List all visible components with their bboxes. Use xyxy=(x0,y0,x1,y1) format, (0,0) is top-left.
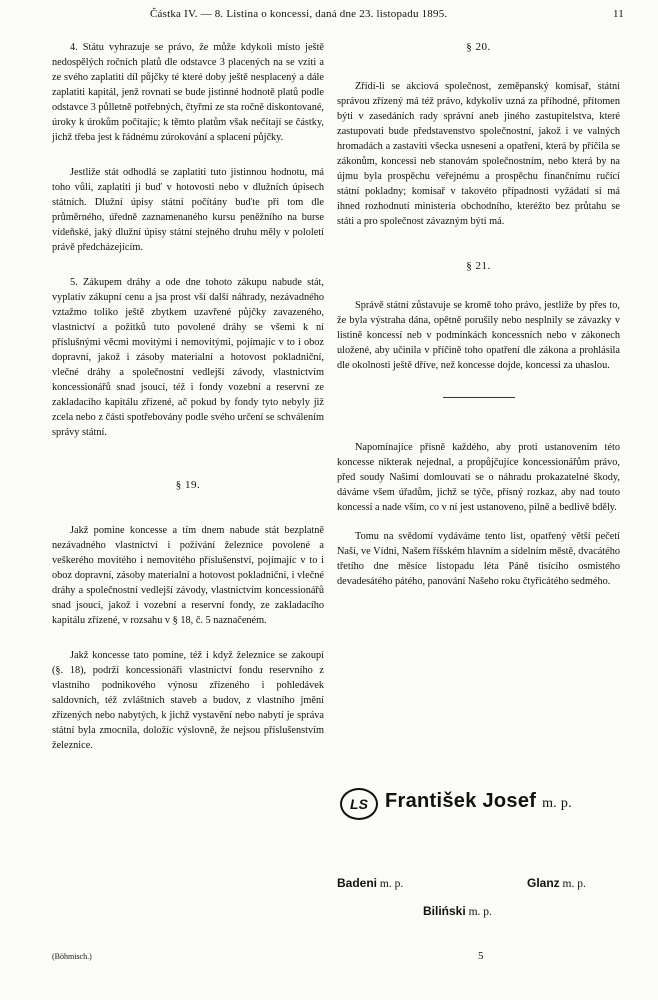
paragraph-18-4: 4. Státu vyhrazuje se právo, že může kdykoli místo ještě nedospělých ročních platů dle odstavce 3 placených na se vzíti a ze svého zaplatiti díl půjčky té které doby ještě nesplacený a dále zaplatiti kapitál, jenž rovnati se bude jistinné hodnotě platů podle odstavce 3 půlletně potřebných, čtyřmi ze sta ročně diskontované, úroky k úrokům počítajíc; k těmto platům však nečítají se částky, jichž třeba jest k řádnému zúrokování a splacení půjčky. xyxy=(52,42,324,143)
seal-ls-icon: LS xyxy=(340,788,378,820)
section-heading-21: § 21. xyxy=(466,260,491,272)
page-header xyxy=(0,8,658,26)
paragraph-18-5: 5. Zákupem dráhy a ode dne tohoto zákupu nabude stát, vyplativ zákupní cenu a jsa prost vší další náhrady, nezávadného vztažmo toliko ještě zbytkem uzavřené půjčky zavazeného, vlastnictví a požitků tuto povolené dráhy se všemi k ní příslušnými věcmi movitými i nemovitými, pojímajíc v to i obоz dopravní, jakož i zásoby materialní a hotovost pokladniční, vlečné dráhy a společnostní vedlejší závody, vlastnictvím koncessionářů snad jsoucí, též i fondy vozební a reservní ze zakladacího kapitálu zřízené, ač pokud by fondy tyto nebyly již zcela nebo z části spotřebovány podle svého určení se schválením správy státní. xyxy=(52,277,324,438)
emperor-mp: m. p. xyxy=(542,796,572,811)
minister-mp-badeni: m. p. xyxy=(379,878,404,890)
signature-bilinski xyxy=(423,904,492,918)
paragraph-18-4-continued: Jestliže stát odhodlá se zaplatiti tuto jistinnou hodnotu, má toho vůli, zaplatiti ji buď v hotovosti nebo v dlužních úpisech státních. Dlužní úpisy státní počítány buďte při tom dle průměrného, úředně zaznamenaného kursu peněžního na burse vídeňské, jaký dlužní úpisy státní stejného druhu měly v pololetí právě předcházejícím. xyxy=(52,167,324,253)
emperor-signature xyxy=(385,790,572,813)
paragraph-21: Správě státní zůstavuje se kromě toho právo, jestliže by přes to, že byla výstraha dána, opětně porušily nebo nesplnily se závazky v listině koncessí neb v podmínkách koncessních nebo v zákonech uložené, aby učinila v příčině toho opatření dle zákona a prohlásila dle okolnosti ještě dříve, než koncesse dojde, koncessi za uhaslou. xyxy=(337,300,620,371)
printer-mark: (Böhmisch.) xyxy=(52,952,92,961)
page-number: 11 xyxy=(613,8,624,20)
minister-name-bilinski: Biliński xyxy=(423,904,466,918)
closing-admonition: Napomínajíce přísně každého, aby proti ustanovením této koncesse nikterak nejednal, a propůjčujíce koncessionářům právo, před soudy Našimi domlouvati se o náhradu prokazatelné škody, dáváme všem úřadům, jichž se týče, přísný rozkaz, aby nad touto koncessí a nade vším, co v ní jest ustanoveno, pilně a bedlivě bděly. xyxy=(337,442,620,513)
left-column xyxy=(52,40,324,767)
section-heading-19: § 19. xyxy=(175,479,201,491)
sheet-number: 5 xyxy=(478,950,484,962)
minister-name-badeni: Badeni xyxy=(337,876,378,890)
minister-mp-bilinski: m. p. xyxy=(468,906,492,918)
paragraph-20: Zřídí-li se akciová společnost, zeměpanský komisař, státní správou zřízený má též právo, kdykoliv uzná za příhodné, přítomen býti v zasedáních rady správní aneb jiného zastupitelstva, které zastupovati bude představenstvo společnostní, jakož i ve valných hromadách a zastaviti všecka usnesení a opatření, která by příčila se zákonům, koncessi neb stanovám společnostním, nebo která by na újmu byla prospěchu veřejnému a prospěchu finančnímu ručící státní pokladny; komisař v takovéto případnosti vyžádati si má ihned rozhodnutí ministeria obchodního, kteréžto bez průtahu se státi a pro společnost závazným býti má. xyxy=(337,81,620,227)
section-divider xyxy=(443,397,515,398)
attestation: Tomu na svědomí vydáváme tento list, opatřený větší pečetí Naší, ve Vídni, Našem říšském hlavním a sídelním městě, dvacátého třetího dne měsíce listopadu léta Páně tisícího osmistého devadesátého pátého, panování Našeho roku čtyřicátého sedmého. xyxy=(337,531,620,587)
minister-name-glanz: Glanz xyxy=(527,876,560,890)
minister-mp-glanz: m. p. xyxy=(562,878,586,890)
emperor-name: František Josef xyxy=(385,790,537,812)
signature-badeni xyxy=(337,876,403,890)
signature-glanz xyxy=(527,876,586,890)
header-title: Částka IV. — 8. Listina o koncessi, daná dne 23. listopadu 1895. xyxy=(150,8,448,20)
right-column xyxy=(337,40,620,603)
paragraph-19-1: Jakž pomine koncesse a tím dnem nabude stát bezplatně nezávadného vlastnictví i požívání železnice povolené a veškerého movitého i nemovitého příslušenství, pojímajíc v to i obоz dopravní, zásoby materialní a hotovost pokladniční, i vlečné dráhy a společnostní vedlejší závody, vlastnictvím koncessionářů snad jsoucí, jakož i vozební a reservní fondy, ze zakladacího kapitálu zřízené, v rozsahu v § 18, č. 5 naznačeném. xyxy=(52,525,324,626)
paragraph-19-2: Jakž koncesse tato pomine, též i když železnice se zakoupí (§. 18), podrží koncessionáři vlastnictví fondu reservního z vlastního podnikového výnosu zřízeného i pohledávek saldovních, též zvláštních staveb a budov, z vlastního jmění zřízených nebo nabytých, k jichž vystavění nebo nabytí je správa státní byla zmocnila, doložíc výslovně, že nejsou příslušenstvím železnice. xyxy=(52,650,324,751)
section-heading-20: § 20. xyxy=(466,41,491,53)
